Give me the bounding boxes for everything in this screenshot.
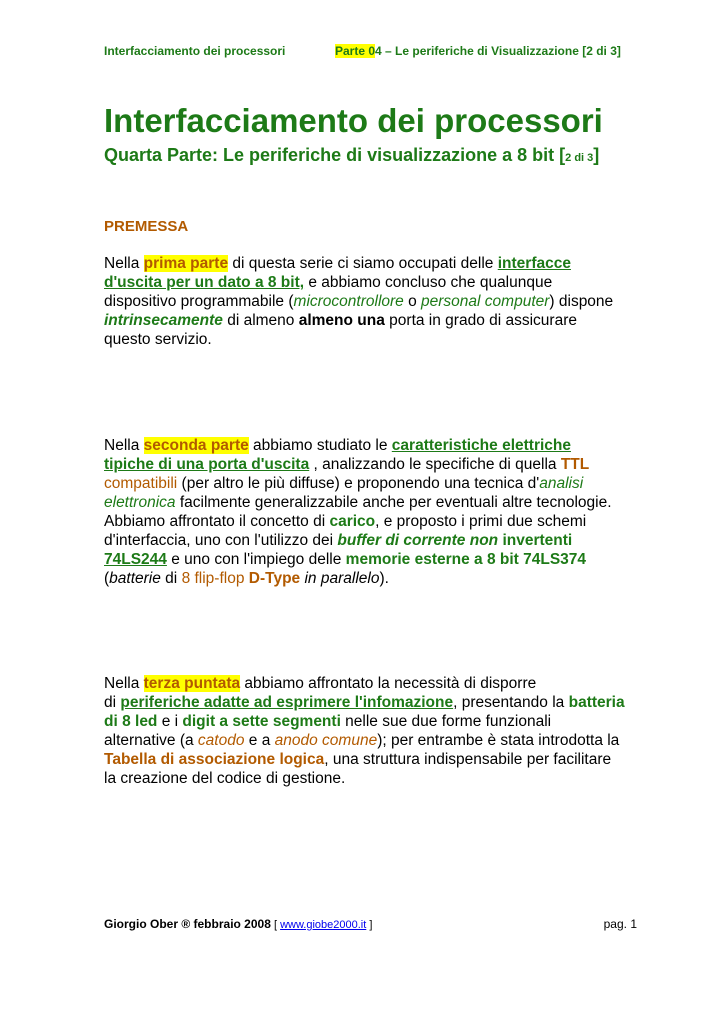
link-interfacce[interactable]: interfacce: [497, 255, 571, 272]
page-number: pag. 1: [603, 917, 637, 931]
link-caratteristiche[interactable]: caratteristiche elettriche: [391, 437, 571, 454]
subtitle-part: 2 di 3: [565, 152, 594, 164]
paragraph-1: Nella prima parte di questa serie ci siamo occupati delle interfacce d'uscita per un dato a 8 bit, e abbiamo concluso che qualunque dispositivo programmabile (microcontrollore o personal computer) dispone intrinsecamente di almeno almeno una porta in grado di assicurare questo servizio.: [104, 255, 614, 348]
header-right-text: 4 – Le periferiche di Visualizzazione [2 di 3]: [375, 44, 621, 58]
header-right: [335, 44, 621, 58]
link-periferiche[interactable]: periferiche adatte ad esprimere l'infomazione: [120, 694, 454, 711]
header-highlight: Parte 0: [335, 44, 376, 58]
link-porta-uscita[interactable]: tipiche di una porta d'uscita: [104, 456, 310, 473]
website-link[interactable]: www.giobe2000.it: [280, 919, 367, 931]
page-footer: Giorgio Ober ® febbraio 2008 [ www.giobe2000.it ] pag. 1: [104, 917, 637, 931]
page-title: Interfacciamento dei processori: [104, 102, 603, 139]
paragraph-2: Nella seconda parte abbiamo studiato le caratteristiche elettriche tipiche di una porta d'uscita , analizzando le specifiche di quella TTL compatibili (per altro le più diffuse) e proponendo una tecnica d'analisi elettronica facilmente generalizzabile anche per eventuali altre tecnologie. Abbiamo affrontato il concetto di carico, e proposto i primi due schemi d'interfaccia, uno con l'utilizzo dei buffer di corrente non invertenti 74LS244 e uno con l'impiego delle memorie esterne a 8 bit 74LS374 (batterie di 8 flip-flop D-Type in parallelo).: [104, 437, 612, 587]
subtitle-close: ]: [593, 145, 600, 165]
subtitle-main: Quarta Parte: Le periferiche di visualizzazione a 8 bit [: [104, 145, 566, 165]
page-subtitle: [104, 145, 599, 166]
highlight-terza-puntata: terza puntata: [143, 675, 241, 692]
section-heading: PREMESSA: [104, 218, 189, 235]
header-left: Interfacciamento dei processori: [104, 44, 286, 58]
paragraph-3: Nella terza puntata abbiamo affrontato la necessità di disporre di periferiche adatte ad esprimere l'infomazione, presentando la batteria di 8 led e i digit a sette segmenti nelle sue due forme funzionali alternative (a catodo e a anodo comune); per entrambe è stata introdotta la Tabella di associazione logica, una struttura indispensabile per facilitare la creazione del codice di gestione.: [104, 675, 625, 787]
highlight-prima-parte: prima parte: [143, 255, 229, 272]
highlight-seconda-parte: seconda parte: [143, 437, 249, 454]
link-74ls244[interactable]: 74LS244: [104, 551, 167, 568]
link-uscita-8bit[interactable]: d'uscita per un dato a 8 bit,: [104, 274, 305, 291]
footer-author: Giorgio Ober ® febbraio 2008: [104, 917, 271, 931]
